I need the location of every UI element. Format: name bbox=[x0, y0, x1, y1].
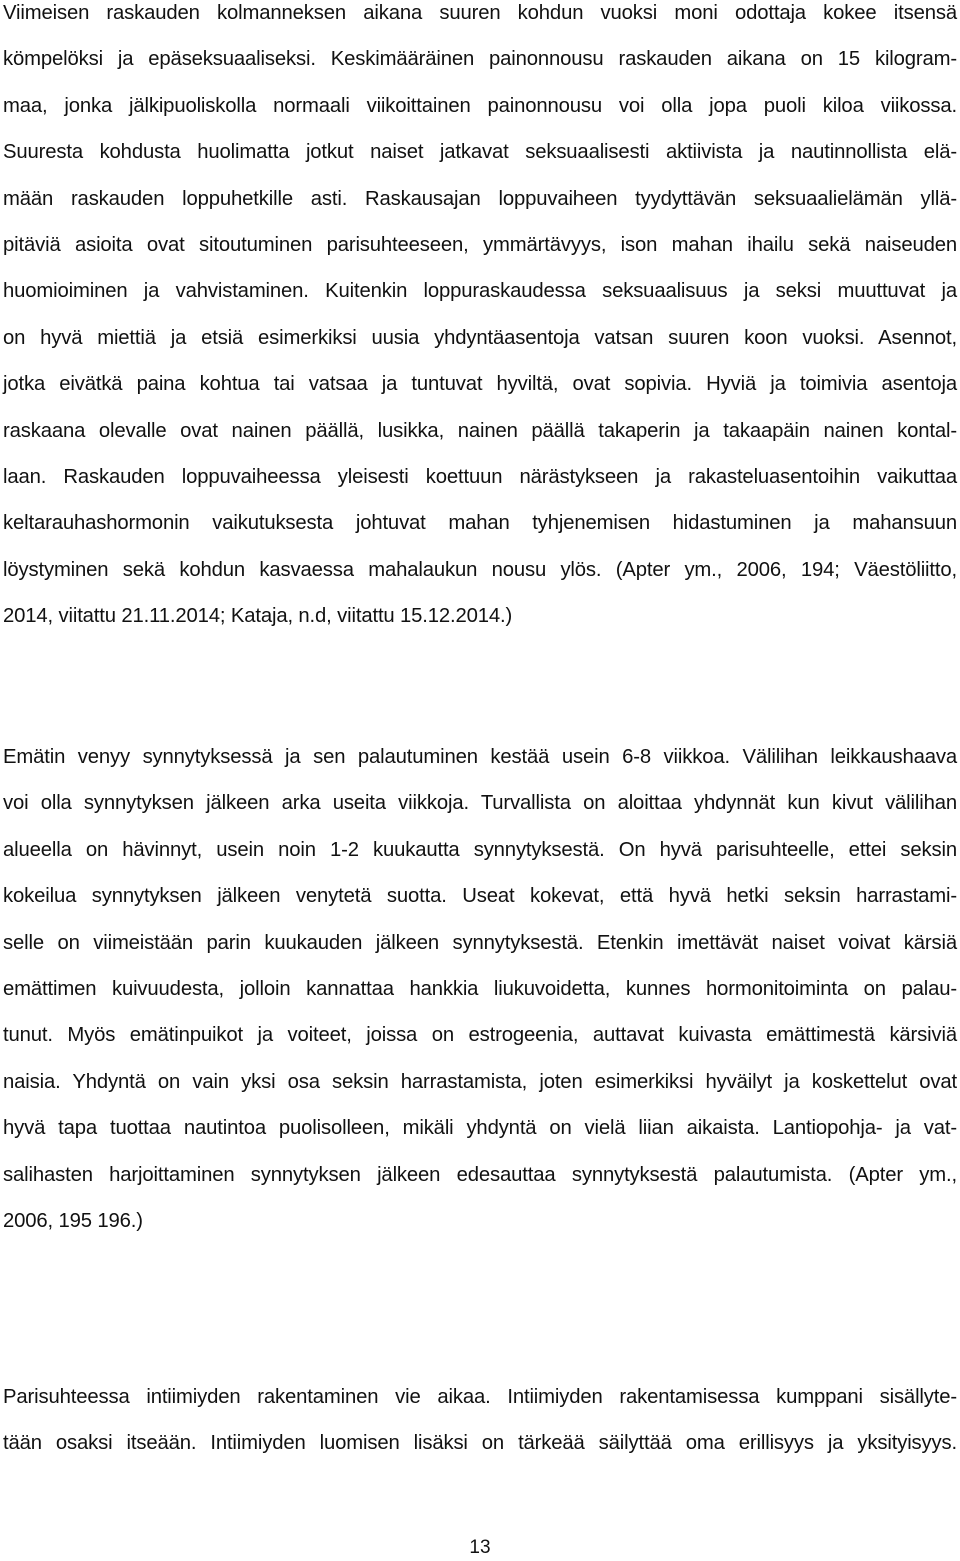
text-line: tään osaksi itseään. Intiimiyden luomisen lisäksi on tärkeää säilyttää oma erillisyys ja yksityisyys. bbox=[3, 1432, 957, 1455]
body-paragraph bbox=[3, 0, 957, 640]
text-line: Emätin venyy synnytyksessä ja sen palautuminen kestää usein 6-8 viikkoa. Välilihan leikkaushaava bbox=[3, 746, 957, 768]
text-line: mään raskauden loppuhetkille asti. Raskausajan loppuvaiheen tyydyttävän seksuaalielämän yllä- bbox=[3, 187, 957, 210]
text-line: huomioiminen ja vahvistaminen. Kuitenkin loppuraskaudessa seksuaalisuus ja seksi muuttuvat ja bbox=[3, 280, 957, 303]
text-line: hyvä tapa tuottaa nautintoa puolisolleen, mikäli yhdyntä on vielä liian aikaista. Lantiopohja- ja vat- bbox=[3, 1117, 957, 1140]
text-line: kokeilua synnytyksen jälkeen venytetä suotta. Useat kokevat, että hyvä hetki seksin harrastami- bbox=[3, 885, 957, 908]
text-line: on hyvä miettiä ja etsiä esimerkiksi uusia yhdyntäasentoja vatsan suuren koon vuoksi. Asennot, bbox=[3, 326, 957, 349]
text-line: salihasten harjoittaminen synnytyksen jälkeen edesauttaa synnytyksestä palautumista. (Apter ym., bbox=[3, 1163, 957, 1186]
text-line: tunut. Myös emätinpuikot ja voiteet, joissa on estrogeenia, auttavat kuivasta emättimestä kärsiviä bbox=[3, 1024, 957, 1047]
body-paragraph bbox=[3, 1374, 957, 1467]
text-line: naisia. Yhdyntä on vain yksi osa seksin harrastamista, joten esimerkiksi hyväilyt ja koskettelut ovat bbox=[3, 1070, 957, 1093]
text-line: laan. Raskauden loppuvaiheessa yleisesti koettuun närästykseen ja rakasteluasentoihin vaikuttaa bbox=[3, 466, 957, 489]
text-line: Parisuhteessa intiimiyden rakentaminen vie aikaa. Intiimiyden rakentamisessa kumppani sisällyte- bbox=[3, 1386, 957, 1408]
text-line: voi olla synnytyksen jälkeen arka useita viikkoja. Turvallista on aloittaa yhdynnät kun kivut välilihan bbox=[3, 792, 957, 815]
text-line: Suuresta kohdusta huolimatta jotkut naiset jatkavat seksuaalisesti aktiivista ja nautinnollista elä- bbox=[3, 141, 957, 164]
text-line: jotka eivätkä paina kohtua tai vatsaa ja tuntuvat hyviltä, ovat sopivia. Hyviä ja toimivia asentoja bbox=[3, 373, 957, 396]
text-line: raskaana olevalle ovat nainen päällä, lusikka, nainen päällä takaperin ja takaapäin nainen kontal- bbox=[3, 419, 957, 442]
text-line: emättimen kuivuudesta, jolloin kannattaa hankkia liukuvoidetta, kunnes hormonitoiminta on palau- bbox=[3, 978, 957, 1001]
text-line: Viimeisen raskauden kolmanneksen aikana suuren kohdun vuoksi moni odottaja kokee itsensä bbox=[3, 2, 957, 24]
text-line: keltarauhashormonin vaikutuksesta johtuvat mahan tyhjenemisen hidastuminen ja mahansuun bbox=[3, 512, 957, 535]
body-paragraph bbox=[3, 734, 957, 1244]
page-number: 13 bbox=[469, 1537, 491, 1558]
text-line: maa, jonka jälkipuoliskolla normaali viikoittainen painonnousu voi olla jopa puoli kiloa viikossa. bbox=[3, 94, 957, 117]
text-line: 2006, 195 196.) bbox=[3, 1210, 143, 1233]
text-line: kömpelöksi ja epäseksuaaliseksi. Keskimääräinen painonnousu raskauden aikana on 15 kilogram- bbox=[3, 48, 957, 71]
text-line: alueella on hävinnyt, usein noin 1-2 kuukautta synnytyksestä. On hyvä parisuhteelle, ettei seksin bbox=[3, 838, 957, 861]
text-line: löystyminen sekä kohdun kasvaessa mahalaukun nousu ylös. (Apter ym., 2006, 194; Väestöliitto, bbox=[3, 558, 957, 581]
text-line: 2014, viitattu 21.11.2014; Kataja, n.d, viitattu 15.12.2014.) bbox=[3, 605, 513, 628]
text-line: selle on viimeistään parin kuukauden jälkeen synnytyksestä. Etenkin imettävät naiset voivat kärsiä bbox=[3, 931, 957, 954]
text-line: pitäviä asioita ovat sitoutuminen parisuhteeseen, ymmärtävyys, ison mahan ihailu sekä naiseuden bbox=[3, 234, 957, 257]
